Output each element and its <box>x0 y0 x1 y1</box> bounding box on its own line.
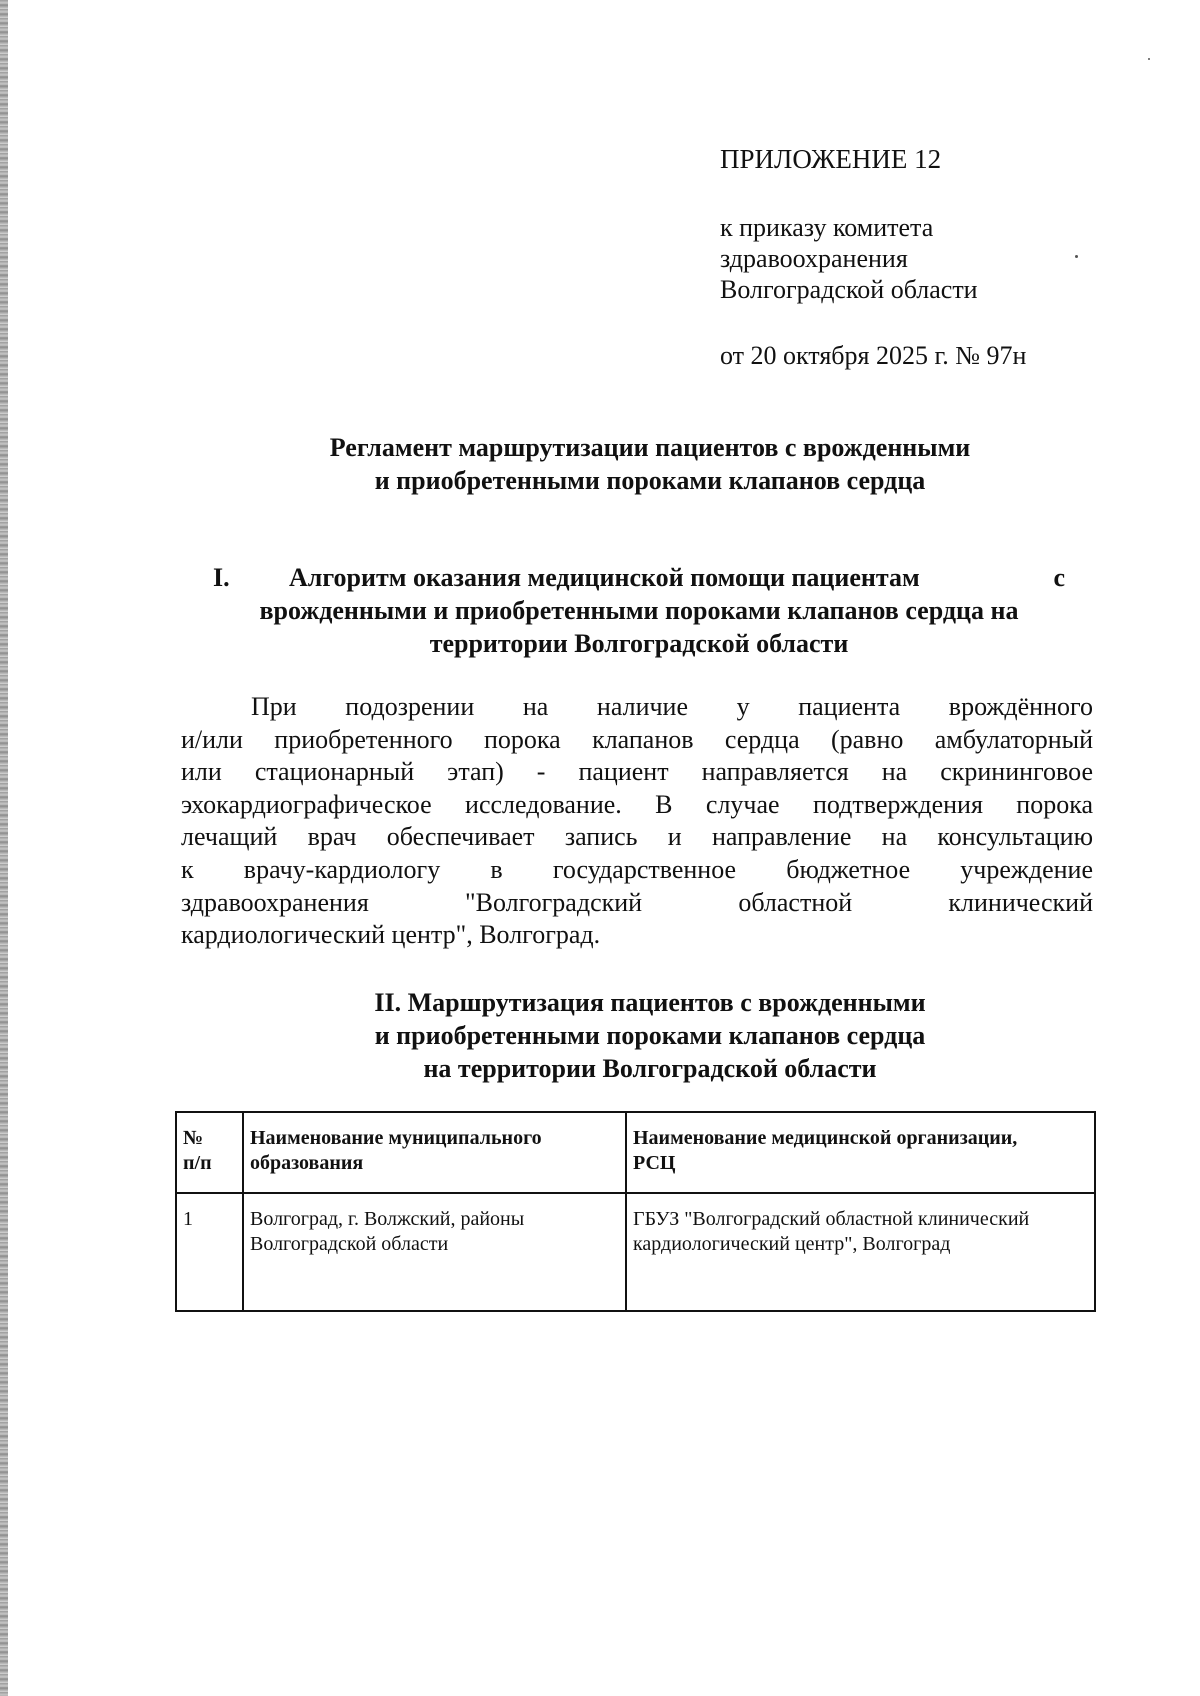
cell-number <box>176 1193 243 1311</box>
paragraph-line: здравоохранения "Волгоградский областной клинический <box>181 887 1093 917</box>
header-line: п/п <box>183 1152 212 1174</box>
section-1-paragraph <box>181 691 1093 952</box>
section-1-number: I. <box>213 563 230 592</box>
document-title-line: и приобретенными пороками клапанов сердца <box>374 466 926 495</box>
header-line: Наименование муниципального <box>250 1127 542 1149</box>
table-header-row <box>176 1112 1095 1193</box>
cell-line: Волгоградской области <box>250 1233 449 1255</box>
document-title-line: Регламент маршрутизации пациентов с врожденными <box>329 433 971 462</box>
order-date: от 20 октября 2025 г. № 97н <box>720 341 1027 370</box>
cell-medical-organization <box>626 1193 1095 1311</box>
section-1-heading-line: Алгоритм оказания медицинской помощи пациентам <box>289 563 920 592</box>
header-line: Наименование медицинской организации, <box>633 1127 1018 1149</box>
column-header-medical-organization <box>626 1112 1095 1193</box>
section-1-heading-line: территории Волгоградской области <box>429 629 849 658</box>
order-reference-line: Волгоградской области <box>720 275 978 304</box>
section-1-heading-line: врожденными и приобретенными пороками клапанов сердца на <box>259 596 1019 625</box>
section-2-heading <box>300 986 1000 1085</box>
section-2-heading-line: и приобретенными пороками клапанов сердца <box>374 1021 926 1050</box>
paragraph-line: и/или приобретенного порока клапанов сердца (равно амбулаторный <box>181 724 1093 754</box>
section-2-heading-line: на территории Волгоградской области <box>423 1054 877 1083</box>
cell-municipality <box>243 1193 626 1311</box>
column-header-number <box>176 1112 243 1193</box>
order-reference-line: здравоохранения <box>720 244 908 273</box>
header-line: РСЦ <box>633 1152 676 1174</box>
paragraph-line: При подозрении на наличие у пациента врождённого <box>251 692 1093 721</box>
section-1-heading <box>213 561 1065 660</box>
scan-edge <box>0 0 8 1696</box>
cell-line: 1 <box>183 1208 193 1230</box>
cell-line: ГБУЗ "Волгоградский областной клинический <box>633 1208 1030 1230</box>
section-1-heading-tail: с <box>1053 563 1065 592</box>
section-2-heading-line: II. Маршрутизация пациентов с врожденными <box>374 988 926 1017</box>
order-reference <box>720 212 978 305</box>
paragraph-line: кардиологический центр", Волгоград. <box>181 920 601 950</box>
scan-speck <box>1075 255 1078 258</box>
paragraph-line: или стационарный этап) - пациент направляется на скрининговое <box>181 757 1093 787</box>
order-reference-line: к приказу комитета <box>720 213 934 242</box>
cell-line: кардиологический центр", Волгоград <box>633 1233 951 1255</box>
header-line: № <box>183 1127 204 1149</box>
paragraph-line: лечащий врач обеспечивает запись и направление на консультацию <box>181 822 1093 852</box>
column-header-municipality <box>243 1112 626 1193</box>
scan-speck <box>1148 58 1150 60</box>
appendix-label: ПРИЛОЖЕНИЕ 12 <box>720 144 942 174</box>
routing-table <box>175 1111 1096 1312</box>
document-title <box>200 431 1100 497</box>
paragraph-line: эхокардиографическое исследование. В случае подтверждения порока <box>181 789 1093 819</box>
paragraph-line: к врачу-кардиологу в государственное бюджетное учреждение <box>181 854 1093 884</box>
cell-line: Волгоград, г. Волжский, районы <box>250 1208 525 1230</box>
header-line: образования <box>250 1152 364 1174</box>
section-1-heading-row <box>213 561 1065 594</box>
table-row <box>176 1193 1095 1311</box>
